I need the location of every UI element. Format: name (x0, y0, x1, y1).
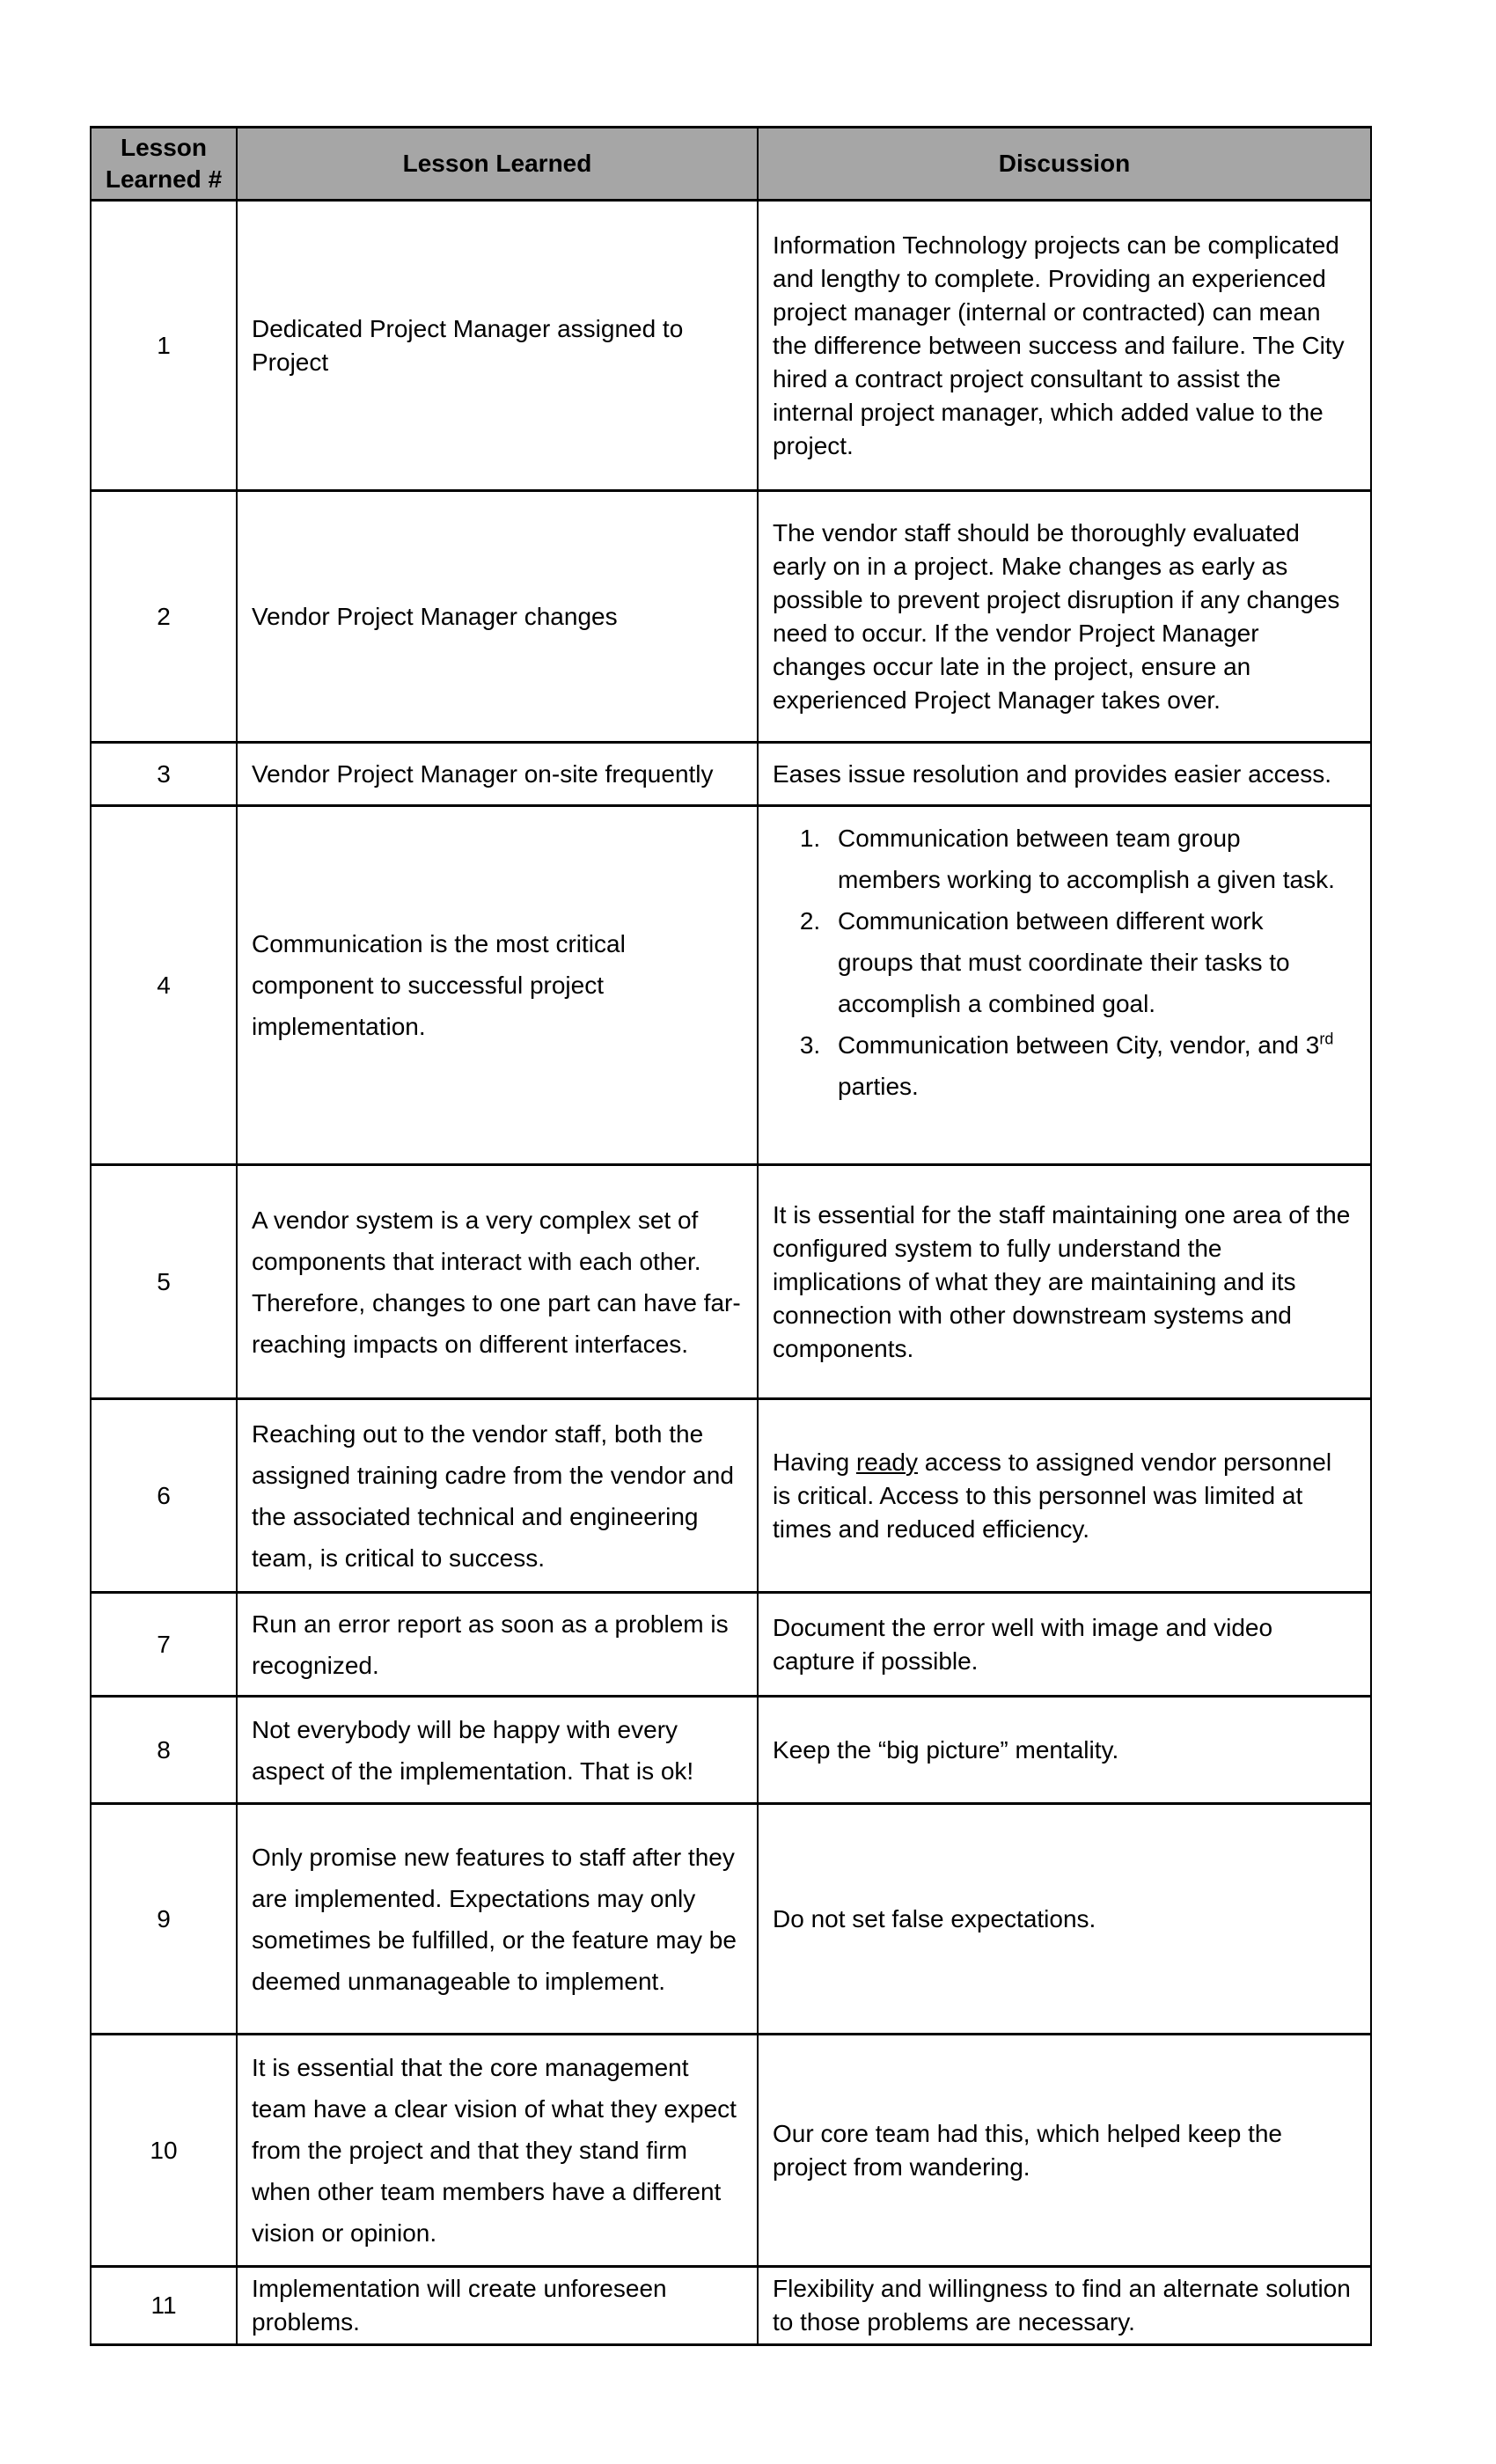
lesson-number: 5 (91, 1165, 237, 1399)
lesson-cell: Communication is the most critical component to successful project implementation. (237, 806, 758, 1165)
lesson-cell: Reaching out to the vendor staff, both the assigned training cadre from the vendor and the associated technical and engineering team, is critical to success. (237, 1399, 758, 1593)
lesson-cell: Only promise new features to staff after they are implemented. Expectations may only sometimes be fulfilled, or the feature may be deemed unmanageable to implement. (237, 1804, 758, 2035)
discussion-cell: The vendor staff should be thoroughly evaluated early on in a project. Make changes as early as possible to prevent project disruption if any changes need to occur. If the vendor Project Manager changes occur late in the project, ensure an experienced Project Manager takes over. (758, 491, 1371, 743)
table-row (91, 2035, 1371, 2267)
lesson-cell: Dedicated Project Manager assigned to Project (237, 201, 758, 491)
lesson-number: 1 (91, 201, 237, 491)
table-row (91, 1697, 1371, 1804)
lesson-number: 3 (91, 743, 237, 806)
lesson-cell: Vendor Project Manager changes (237, 491, 758, 743)
discussion-cell: Do not set false expectations. (758, 1804, 1371, 2035)
lesson-number: 2 (91, 491, 237, 743)
list-item: 2. Communication between different work groups that must coordinate their tasks to accomplish a combined goal. (827, 900, 1338, 1024)
discussion-cell: Flexibility and willingness to find an alternate solution to those problems are necessary. (758, 2267, 1371, 2345)
lesson-cell: Not everybody will be happy with every aspect of the implementation. That is ok! (237, 1697, 758, 1804)
discussion-text: Having (773, 1448, 856, 1476)
lesson-number: 11 (91, 2267, 237, 2345)
discussion-text: access to assigned vendor personnel is critical. Access to this personnel was limited at times and reduced efficiency. (773, 1448, 1332, 1543)
table-row (91, 201, 1371, 491)
discussion-cell (758, 1399, 1371, 1593)
list-item: 1. Communication between team group members working to accomplish a given task. (827, 818, 1338, 900)
lesson-cell: A vendor system is a very complex set of components that interact with each other. Therefore, changes to one part can have far-reaching impacts on different interfaces. (237, 1165, 758, 1399)
discussion-cell: It is essential for the staff maintaining one area of the configured system to fully understand the implications of what they are maintaining and its connection with other downstream systems and components. (758, 1165, 1371, 1399)
table-row (91, 1165, 1371, 1399)
discussion-cell: Information Technology projects can be complicated and lengthy to complete. Providing an experienced project manager (internal or contracted) can mean the difference between success and failure. The City hired a contract project consultant to assist the internal project manager, which added value to the project. (758, 201, 1371, 491)
lesson-cell: It is essential that the core management team have a clear vision of what they expect from the project and that they stand firm when other team members have a different vision or opinion. (237, 2035, 758, 2267)
ordinal-superscript: rd (1319, 1030, 1334, 1048)
discussion-cell: Eases issue resolution and provides easier access. (758, 743, 1371, 806)
list-item-text: Communication between City, vendor, and 3 (838, 1031, 1320, 1059)
discussion-cell: Keep the “big picture” mentality. (758, 1697, 1371, 1804)
table-row (91, 491, 1371, 743)
lesson-cell: Vendor Project Manager on-site frequently (237, 743, 758, 806)
list-item (827, 1024, 1338, 1107)
header-discussion: Discussion (758, 128, 1371, 201)
discussion-cell: Document the error well with image and video capture if possible. (758, 1593, 1371, 1697)
table-row (91, 1399, 1371, 1593)
table-row (91, 806, 1371, 1165)
lesson-cell: Run an error report as soon as a problem is recognized. (237, 1593, 758, 1697)
list-item-text: parties. (838, 1073, 919, 1100)
lesson-cell: Implementation will create unforeseen problems. (237, 2267, 758, 2345)
discussion-cell (758, 806, 1371, 1165)
table-row (91, 1593, 1371, 1697)
lesson-number: 8 (91, 1697, 237, 1804)
underlined-word: ready (855, 1448, 918, 1476)
discussion-cell: Our core team had this, which helped keep the project from wandering. (758, 2035, 1371, 2267)
discussion-numbered-list (773, 818, 1338, 1107)
lesson-number: 6 (91, 1399, 237, 1593)
header-row (91, 128, 1371, 201)
lesson-number: 4 (91, 806, 237, 1165)
lesson-number: 7 (91, 1593, 237, 1697)
table-row (91, 743, 1371, 806)
lesson-number: 10 (91, 2035, 237, 2267)
lessons-learned-table (90, 126, 1372, 2346)
table-row (91, 2267, 1371, 2345)
table-row (91, 1804, 1371, 2035)
header-lesson-learned: Lesson Learned (237, 128, 758, 201)
header-lesson-number: Lesson Learned # (91, 128, 237, 201)
lesson-number: 9 (91, 1804, 237, 2035)
